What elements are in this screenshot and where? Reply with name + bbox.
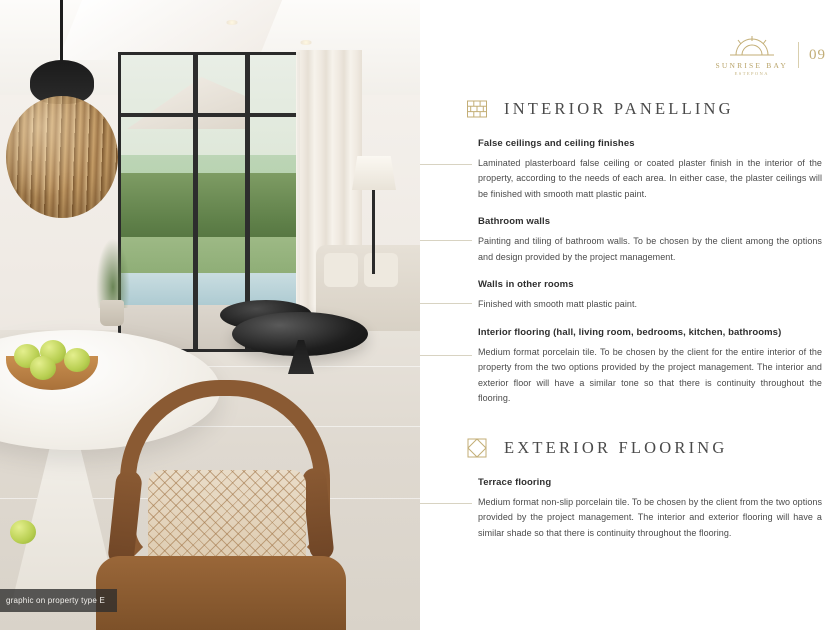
block-body: Painting and tiling of bathroom walls. To be chosen by the client among the options and design provided by the project management. xyxy=(478,236,822,262)
photo-downlight xyxy=(300,40,312,45)
block-terrace-flooring xyxy=(478,477,822,541)
block-title: Terrace flooring xyxy=(478,476,552,488)
photo-caption: graphic on property type E xyxy=(0,589,117,612)
photo-downlight xyxy=(226,20,238,25)
block-body: Medium format non-slip porcelain tile. To be chosen by the client from the two options provided by the project management. The interior and exterior flooring will have a similar shade so that there is continuity throughout the flooring. xyxy=(478,496,822,538)
section-interior-panelling xyxy=(478,0,822,407)
photo-plant xyxy=(96,238,130,308)
section-header xyxy=(464,96,822,122)
block-title: Bathroom walls xyxy=(478,216,551,228)
block-body: Laminated plasterboard false ceiling or coated plaster finish in the interior of the property, according to the needs of each area. In either case, the plaster ceilings will be finished with smooth matt plastic paint. xyxy=(478,158,822,199)
photo-apple xyxy=(10,520,36,544)
photo-pendant-cord xyxy=(60,0,63,66)
section-exterior-flooring xyxy=(478,407,822,541)
block-walls-other-rooms xyxy=(478,279,822,312)
leader-line xyxy=(420,303,472,304)
tile-grid-icon xyxy=(464,435,490,461)
block-title: Interior flooring (hall, living room, bedrooms, kitchen, bathrooms) xyxy=(478,326,782,338)
section-title: EXTERIOR FLOORING xyxy=(504,437,728,457)
specification-content xyxy=(420,0,840,630)
section-title: INTERIOR PANELLING xyxy=(504,99,734,118)
block-bathroom-walls xyxy=(478,216,822,265)
photo-pendant-lamp xyxy=(6,96,118,218)
block-title: False ceilings and ceiling finishes xyxy=(478,138,635,149)
block-false-ceilings xyxy=(478,138,822,202)
photo-apple xyxy=(30,356,56,380)
photo-floor-lamp-pole xyxy=(372,190,375,274)
photo-apple xyxy=(64,348,90,372)
brick-wall-icon xyxy=(464,96,490,122)
block-interior-flooring xyxy=(478,327,822,407)
page-number: 09 xyxy=(809,46,826,63)
block-title: Walls in other rooms xyxy=(478,279,574,291)
leader-line xyxy=(420,503,472,504)
photo-floor-lamp xyxy=(352,156,396,190)
brand-name: SUNRISE BAY xyxy=(715,61,788,70)
leader-line xyxy=(420,164,472,165)
section-header xyxy=(464,435,822,461)
block-body: Medium format porcelain tile. To be chosen by the client for the entire interior of the property from the two options provided by the project management. The interior and exterior floor will have a similar tone so that there is continuity throughout the flooring. xyxy=(478,346,822,404)
photo-ceiling-bulkhead xyxy=(58,0,282,60)
photo-plant-pot xyxy=(100,300,124,326)
brand-subtitle: ESTEPONA xyxy=(734,71,769,76)
block-body: Finished with smooth matt plastic paint. xyxy=(478,299,638,310)
photo-chair-seat xyxy=(96,556,346,630)
leader-line xyxy=(420,240,472,241)
leader-line xyxy=(420,355,472,356)
